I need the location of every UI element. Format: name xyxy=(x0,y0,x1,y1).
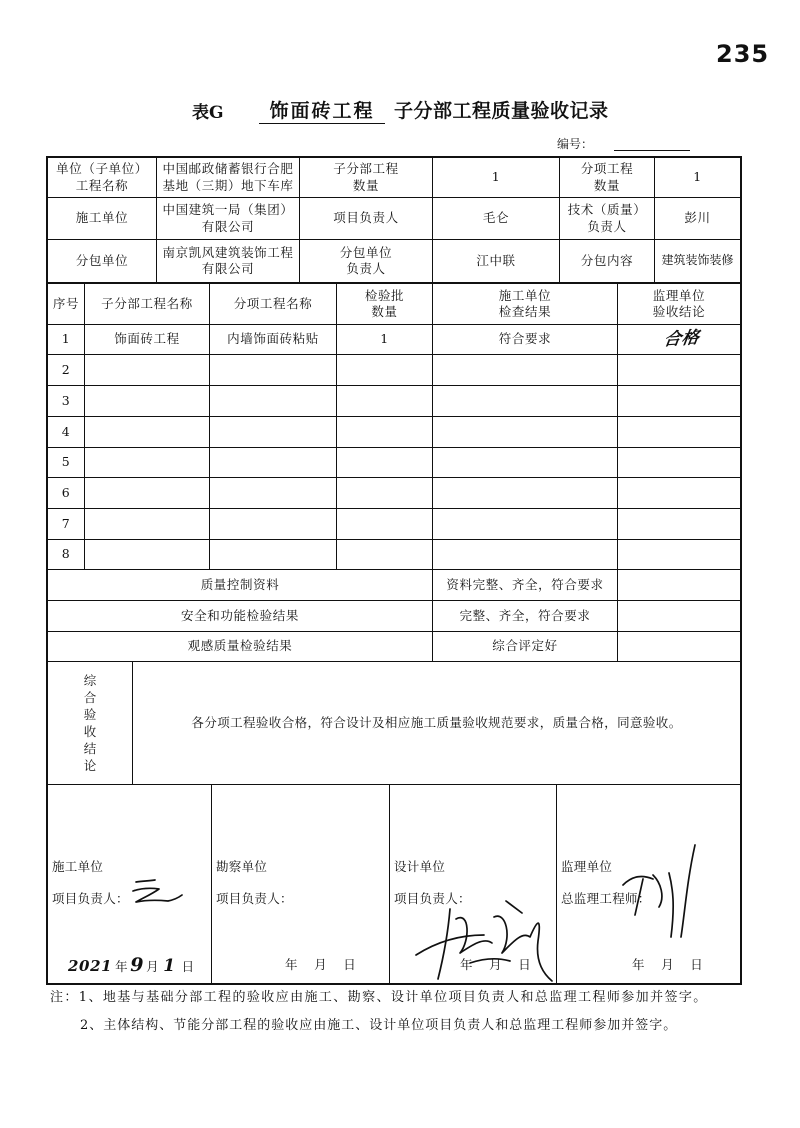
acceptance-form-table xyxy=(46,156,742,985)
summary-result: 资料完整、齐全，符合要求 xyxy=(433,570,618,601)
table-row xyxy=(48,478,740,509)
row-result xyxy=(433,540,618,570)
row-result xyxy=(433,355,618,386)
table-header-row xyxy=(48,284,740,325)
table-row xyxy=(48,325,740,355)
row-result xyxy=(433,509,618,540)
row-result xyxy=(433,386,618,417)
info-row-subcontractor xyxy=(48,240,740,284)
row-no: 4 xyxy=(48,417,85,448)
row-no: 7 xyxy=(48,509,85,540)
row-conclusion xyxy=(618,478,740,509)
info-row-contractor xyxy=(48,198,740,240)
date-year: 2021 xyxy=(68,957,113,975)
acceptance-row xyxy=(48,662,740,785)
signature-drawing xyxy=(128,877,188,911)
row-conclusion xyxy=(618,417,740,448)
item-count-label: 分项工程 数量 xyxy=(560,158,655,198)
row-result xyxy=(433,448,618,478)
unit-name: 中国邮政储蓄银行合肥 基地（三期）地下车库 xyxy=(157,158,300,198)
sub-lead-label: 分包单位 负责人 xyxy=(300,240,433,284)
summary-result: 综合评定好 xyxy=(433,632,618,662)
form-code: 表G xyxy=(192,103,224,123)
table-row xyxy=(48,355,740,386)
subcontractor-label: 分包单位 xyxy=(48,240,157,284)
row-batches xyxy=(337,355,433,386)
row-batches: 1 xyxy=(337,325,433,355)
signoff-role: 项目负责人： xyxy=(216,891,293,906)
header-batches: 检验批 数量 xyxy=(337,284,433,325)
row-result xyxy=(433,417,618,448)
tech-label: 技术（质量） 负责人 xyxy=(560,198,655,240)
row-batches xyxy=(337,417,433,448)
row-batches xyxy=(337,448,433,478)
page-number: 235 xyxy=(716,40,770,68)
row-no: 6 xyxy=(48,478,85,509)
info-row-project xyxy=(48,158,740,198)
row-no: 3 xyxy=(48,386,85,417)
acceptance-text: 各分项工程验收合格，符合设计及相应施工质量验收规范要求，质量合格，同意验收。 xyxy=(133,662,740,785)
date-year-unit: 年 xyxy=(632,957,646,972)
date-day-unit: 日 xyxy=(181,959,195,974)
signoff-supervision xyxy=(557,785,740,983)
note-2: 2、主体结构、节能分部工程的验收应由施工、设计单位项目负责人和总监理工程师参加并签字。 xyxy=(80,1018,678,1033)
row-sub xyxy=(85,540,210,570)
row-no: 5 xyxy=(48,448,85,478)
row-conclusion xyxy=(618,355,740,386)
table-row xyxy=(48,509,740,540)
row-no: 8 xyxy=(48,540,85,570)
unit-label: 单位（子单位） 工程名称 xyxy=(48,158,157,198)
row-item xyxy=(210,509,337,540)
date-year-unit: 年 xyxy=(115,959,129,974)
acceptance-label-cell xyxy=(48,662,133,785)
row-item xyxy=(210,448,337,478)
row-item: 内墙饰面砖粘贴 xyxy=(210,325,337,355)
row-sub xyxy=(85,355,210,386)
row-sub xyxy=(85,509,210,540)
signoff-date xyxy=(460,955,531,975)
row-sub: 饰面砖工程 xyxy=(85,325,210,355)
date-month-unit: 月 xyxy=(661,957,675,972)
sub-count-label: 子分部工程 数量 xyxy=(300,158,433,198)
item-count: 1 xyxy=(655,158,740,198)
row-conclusion xyxy=(618,448,740,478)
row-no: 1 xyxy=(48,325,85,355)
row-item xyxy=(210,540,337,570)
row-conclusion xyxy=(618,509,740,540)
date-day-unit: 日 xyxy=(518,957,532,972)
signoff-row xyxy=(48,785,740,983)
summary-blank xyxy=(618,601,740,632)
summary-label: 观感质量检验结果 xyxy=(48,632,433,662)
row-batches xyxy=(337,478,433,509)
row-batches xyxy=(337,386,433,417)
signoff-survey xyxy=(212,785,390,983)
sub-scope-label: 分包内容 xyxy=(560,240,655,284)
signature-drawing xyxy=(615,841,700,941)
summary-label: 质量控制资料 xyxy=(48,570,433,601)
row-result xyxy=(433,478,618,509)
row-sub xyxy=(85,478,210,509)
form-title: 子分部工程质量验收记录 xyxy=(394,100,609,122)
date-year-unit: 年 xyxy=(460,957,474,972)
date-month-unit: 月 xyxy=(489,957,503,972)
header-result: 施工单位 检查结果 xyxy=(433,284,618,325)
subcontractor-name: 南京凯风建筑装饰工程 有限公司 xyxy=(157,240,300,284)
row-conclusion xyxy=(618,325,740,355)
row-item xyxy=(210,355,337,386)
row-batches xyxy=(337,540,433,570)
summary-row-appearance xyxy=(48,632,740,662)
table-row xyxy=(48,540,740,570)
summary-result: 完整、齐全，符合要求 xyxy=(433,601,618,632)
row-item xyxy=(210,417,337,448)
date-month-unit: 月 xyxy=(146,959,160,974)
sub-scope: 建筑装饰装修 xyxy=(655,240,740,284)
signoff-date xyxy=(632,955,703,975)
row-sub xyxy=(85,386,210,417)
signoff-org: 监理单位 xyxy=(561,859,613,874)
signoff-role: 项目负责人： xyxy=(52,891,129,906)
signoff-date xyxy=(68,955,195,977)
date-month-unit: 月 xyxy=(314,957,328,972)
table-row xyxy=(48,386,740,417)
row-item xyxy=(210,386,337,417)
date-month: 9 xyxy=(130,954,145,976)
summary-row-quality-docs xyxy=(48,570,740,601)
contractor-name: 中国建筑一局（集团） 有限公司 xyxy=(157,198,300,240)
header-item: 分项工程名称 xyxy=(210,284,337,325)
contractor-label: 施工单位 xyxy=(48,198,157,240)
date-day-unit: 日 xyxy=(690,957,704,972)
form-subject: 饰面砖工程 xyxy=(259,100,385,124)
acceptance-label: 综合验收结论 xyxy=(83,673,97,773)
header-sub: 子分部工程名称 xyxy=(85,284,210,325)
summary-blank xyxy=(618,570,740,601)
pm-name: 毛仑 xyxy=(433,198,560,240)
date-day: 1 xyxy=(163,956,176,976)
signoff-org: 勘察单位 xyxy=(216,859,268,874)
signoff-role: 总监理工程师： xyxy=(561,891,651,906)
sub-lead-name: 江中联 xyxy=(433,240,560,284)
row-no: 2 xyxy=(48,355,85,386)
signoff-org: 施工单位 xyxy=(52,859,104,874)
signoff-construction xyxy=(48,785,212,983)
handwritten-conclusion: 合格 xyxy=(662,328,702,351)
sub-count: 1 xyxy=(433,158,560,198)
signoff-org: 设计单位 xyxy=(394,859,446,874)
summary-row-safety xyxy=(48,601,740,632)
row-conclusion xyxy=(618,386,740,417)
row-item xyxy=(210,478,337,509)
header-no: 序号 xyxy=(48,284,85,325)
row-batches xyxy=(337,509,433,540)
header-conclusion: 监理单位 验收结论 xyxy=(618,284,740,325)
date-day-unit: 日 xyxy=(343,957,357,972)
row-result: 符合要求 xyxy=(433,325,618,355)
date-year-unit: 年 xyxy=(285,957,299,972)
pm-label: 项目负责人 xyxy=(300,198,433,240)
signoff-date xyxy=(285,955,356,975)
signoff-role: 项目负责人： xyxy=(394,891,471,906)
note-1: 注：1、地基与基础分部工程的验收应由施工、勘察、设计单位项目负责人和总监理工程师参加并签字。 xyxy=(50,990,708,1005)
summary-label: 安全和功能检验结果 xyxy=(48,601,433,632)
serial-label: 编号： xyxy=(557,137,594,151)
row-conclusion xyxy=(618,540,740,570)
table-row xyxy=(48,448,740,478)
row-sub xyxy=(85,448,210,478)
tech-name: 彭川 xyxy=(655,198,740,240)
row-sub xyxy=(85,417,210,448)
serial-field xyxy=(614,150,690,151)
signoff-design xyxy=(390,785,557,983)
table-row xyxy=(48,417,740,448)
summary-blank xyxy=(618,632,740,662)
